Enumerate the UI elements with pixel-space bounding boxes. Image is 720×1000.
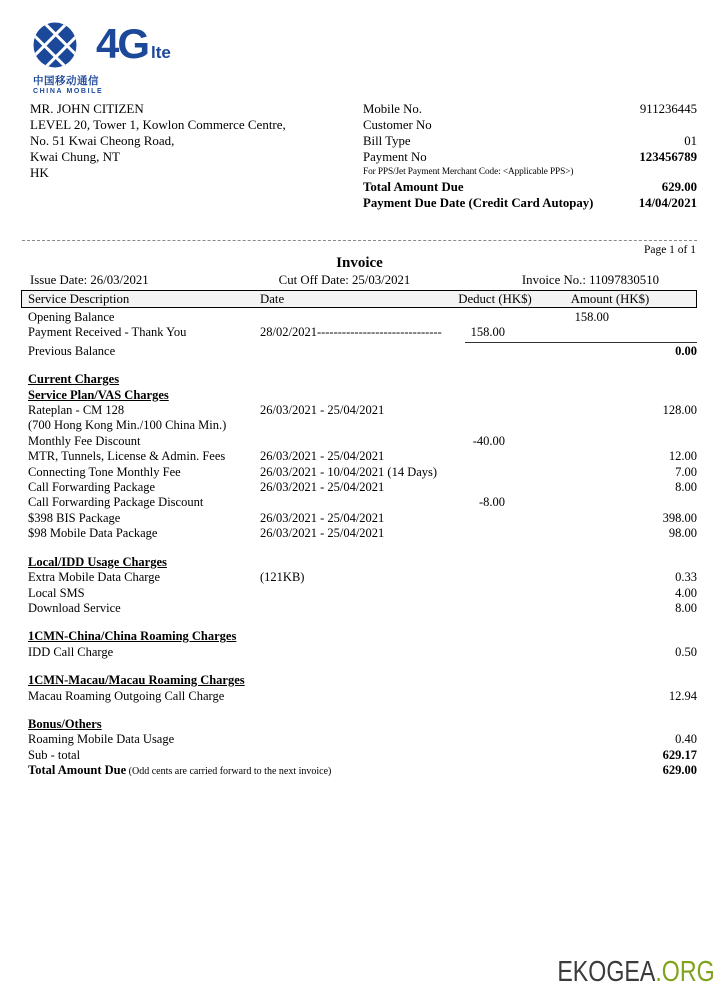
cell-amount: 128.00 [662,403,697,418]
page-separator-rule [22,240,697,241]
cell-desc: Monthly Fee Discount [28,433,141,448]
cell-desc: Connecting Tone Monthly Fee [28,464,181,479]
section-heading [22,717,697,732]
cell-date [260,310,435,325]
table-row [22,495,697,510]
cell-date [260,763,435,779]
cell-amount: 98.00 [668,526,697,541]
cell-deduct [435,310,507,325]
invoice-number: Invoice No.: 11097830510 [521,273,659,287]
cell-date [260,748,435,763]
account-row [363,117,697,133]
cell-deduct [435,732,507,747]
cell-deduct [435,388,507,403]
account-row [363,101,697,117]
cell-deduct: 158.00 [470,325,505,340]
table-spacer [22,542,697,555]
logo-english-text: CHINA MOBILE [33,88,104,95]
address-line: LEVEL 20, Tower 1, Kowlon Commerce Centre, [30,117,286,132]
cell-amount [507,673,697,688]
account-label: Mobile No. [363,102,423,116]
cell-amount: 12.00 [668,449,697,464]
account-value: 01 [684,134,697,148]
footer-logo [558,956,715,989]
section-heading [22,629,697,644]
address-line: HK [30,165,49,180]
cell-date [260,689,435,704]
section-heading [22,388,697,403]
cell-amount: 0.50 [675,644,697,659]
pps-note: For PPS/Jet Payment Merchant Code: <Applicable PPS>) [363,167,574,177]
table-row [22,601,697,616]
cell-date: 26/03/2021 - 25/04/2021 [260,403,385,418]
cell-date: 26/03/2021 - 10/04/2021 (14 Days) [260,464,438,479]
cell-amount: 629.00 [662,763,697,778]
table-row [22,449,697,464]
cell-deduct [435,403,507,418]
cell-date: 28/02/2021------------------------------ [260,325,442,340]
table-row [22,325,697,340]
cell-deduct [435,418,507,433]
cell-date [260,418,435,433]
invoice-title: Invoice [336,255,383,271]
cell-deduct [435,344,507,359]
cell-desc: Extra Mobile Data Charge [28,570,161,585]
table-row [22,748,697,763]
table-row [22,511,697,526]
cell-deduct: -8.00 [478,495,505,510]
account-row [363,133,697,149]
cell-deduct [435,465,507,480]
table-spacer [22,359,697,372]
cell-desc: Service Plan/VAS Charges [28,387,169,402]
account-summary [363,101,697,211]
cell-amount: 8.00 [675,600,697,615]
cell-desc: Total Amount Due (Odd cents are carried forward to the next invoice) [28,763,332,778]
cell-date [260,629,435,644]
cell-desc: 1CMN-Macau/Macau Roaming Charges [28,673,245,688]
cell-date [260,601,435,616]
cell-amount [507,434,697,449]
cell-desc: Macau Roaming Outgoing Call Charge [28,688,225,703]
cell-desc: 1CMN-China/China Roaming Charges [28,629,237,644]
cell-desc: $98 Mobile Data Package [28,526,158,541]
cell-deduct [435,526,507,541]
table-row [22,689,697,704]
4g-lte-logo [96,20,171,68]
cell-deduct [435,763,507,779]
table-row [22,586,697,601]
cell-date [260,673,435,688]
account-row [363,149,697,165]
cell-amount: 398.00 [662,510,697,525]
cell-amount [507,418,697,433]
table-row [22,403,697,418]
cell-date [260,555,435,570]
cell-date [260,732,435,747]
section-heading [22,372,697,387]
cell-desc: Opening Balance [28,310,115,324]
cell-deduct [435,601,507,616]
cell-deduct [435,511,507,526]
total-due-value: 629.00 [661,180,697,194]
cell-amount: 4.00 [675,585,697,600]
cell-amount [507,717,697,732]
cell-deduct [435,570,507,585]
cell-amount: 12.94 [668,688,697,703]
cell-amount: 158.00 [574,310,609,324]
cell-amount: 7.00 [675,464,697,479]
cell-amount [507,555,697,570]
cell-amount: 629.17 [662,747,697,762]
cell-date [260,434,435,449]
issue-date: Issue Date: 26/03/2021 [30,273,149,287]
cell-date [260,717,435,732]
header-service-description: Service Description [28,291,130,306]
account-value: 911236445 [639,102,697,116]
row-note: (Odd cents are carried forward to the next invoice) [126,766,332,778]
cell-desc: $398 BIS Package [28,510,121,525]
cell-date: 26/03/2021 - 25/04/2021 [260,480,385,495]
due-date-value: 14/04/2021 [638,196,697,210]
cell-desc: Local SMS [28,585,85,600]
account-label: Payment No [363,150,427,164]
cell-deduct: -40.00 [472,433,505,448]
cell-deduct [435,689,507,704]
table-spacer [22,660,697,673]
table-row [22,763,697,779]
footer-suffix-text: .ORG [655,956,715,988]
table-row [22,645,697,660]
cell-desc: Sub - total [28,747,81,762]
cell-date [260,645,435,660]
cell-deduct [435,586,507,601]
cell-deduct [435,555,507,570]
cell-desc: Current Charges [28,372,120,387]
cell-amount [507,629,697,644]
cell-date [260,495,435,510]
cut-off-date: Cut Off Date: 25/03/2021 [278,273,411,287]
table-row [22,344,697,359]
cell-desc: MTR, Tunnels, License & Admin. Fees [28,449,226,464]
cell-desc: (700 Hong Kong Min./100 China Min.) [28,418,227,433]
header-date: Date [260,291,285,306]
table-header [21,290,697,308]
4g-text: 4G [96,20,149,67]
cell-desc: Download Service [28,600,121,615]
cell-amount [507,325,697,340]
logo-chinese-text: 中国移动通信 [33,76,99,87]
cell-desc: Previous Balance [28,343,116,358]
invoice-meta [22,273,697,288]
due-date-row [363,195,697,211]
total-due-row [363,179,697,195]
balance-rule [465,342,697,343]
cell-amount: 0.00 [675,343,697,358]
cell-date [260,586,435,601]
table-row [22,434,697,449]
table-row [22,732,697,747]
customer-name: MR. JOHN CITIZEN [30,101,144,116]
cell-deduct [435,629,507,644]
address-line: No. 51 Kwai Cheong Road, [30,133,175,148]
cell-deduct [435,748,507,763]
cell-date: (121KB) [260,570,305,585]
china-mobile-logo-icon [33,22,77,68]
table-row [22,310,697,325]
header-deduct: Deduct (HK$) [458,291,532,306]
cell-desc: Local/IDD Usage Charges [28,554,167,569]
cell-date: 26/03/2021 - 25/04/2021 [260,449,385,464]
table-spacer [22,616,697,629]
invoice-table-body [22,310,697,780]
cell-deduct [435,480,507,495]
cell-deduct [435,645,507,660]
cell-date: 26/03/2021 - 25/04/2021 [260,510,385,525]
section-heading [22,673,697,688]
cell-amount: 0.33 [675,570,697,585]
address-line: Kwai Chung, NT [30,149,120,164]
cell-desc: Rateplan - CM 128 [28,403,125,418]
cell-date [260,388,435,403]
cell-desc: Call Forwarding Package Discount [28,495,204,510]
cell-date: 26/03/2021 - 25/04/2021 [260,526,385,541]
table-row [22,465,697,480]
lte-text: lte [151,43,171,62]
due-date-label: Payment Due Date (Credit Card Autopay) [363,196,594,210]
cell-date [260,344,435,359]
cell-amount [507,388,697,403]
cell-amount [507,495,697,510]
account-value: 123456789 [639,150,697,164]
table-row [22,570,697,585]
account-label: Bill Type [363,134,411,148]
cell-deduct [435,449,507,464]
customer-address-block [30,101,286,181]
cell-desc: IDD Call Charge [28,644,114,659]
cell-deduct [435,673,507,688]
page-indicator: Page 1 of 1 [643,244,696,256]
cell-deduct [435,372,507,387]
header-amount: Amount (HK$) [570,291,650,306]
cell-amount [507,372,697,387]
cell-desc: Payment Received - Thank You [28,325,187,340]
table-spacer [22,704,697,717]
section-heading [22,555,697,570]
cell-desc: Roaming Mobile Data Usage [28,732,175,747]
cell-desc: Bonus/Others [28,716,102,731]
cell-amount: 8.00 [675,480,697,495]
account-label: Customer No [363,118,432,132]
cell-amount: 0.40 [675,732,697,747]
cell-desc: Call Forwarding Package [28,480,156,495]
table-row [22,526,697,541]
cell-date [260,372,435,387]
table-row [22,480,697,495]
table-row [22,418,697,433]
cell-deduct [435,717,507,732]
footer-brand-text: EKOGEA [557,956,656,988]
table-rule-row [22,341,697,344]
total-due-label: Total Amount Due [363,180,464,194]
